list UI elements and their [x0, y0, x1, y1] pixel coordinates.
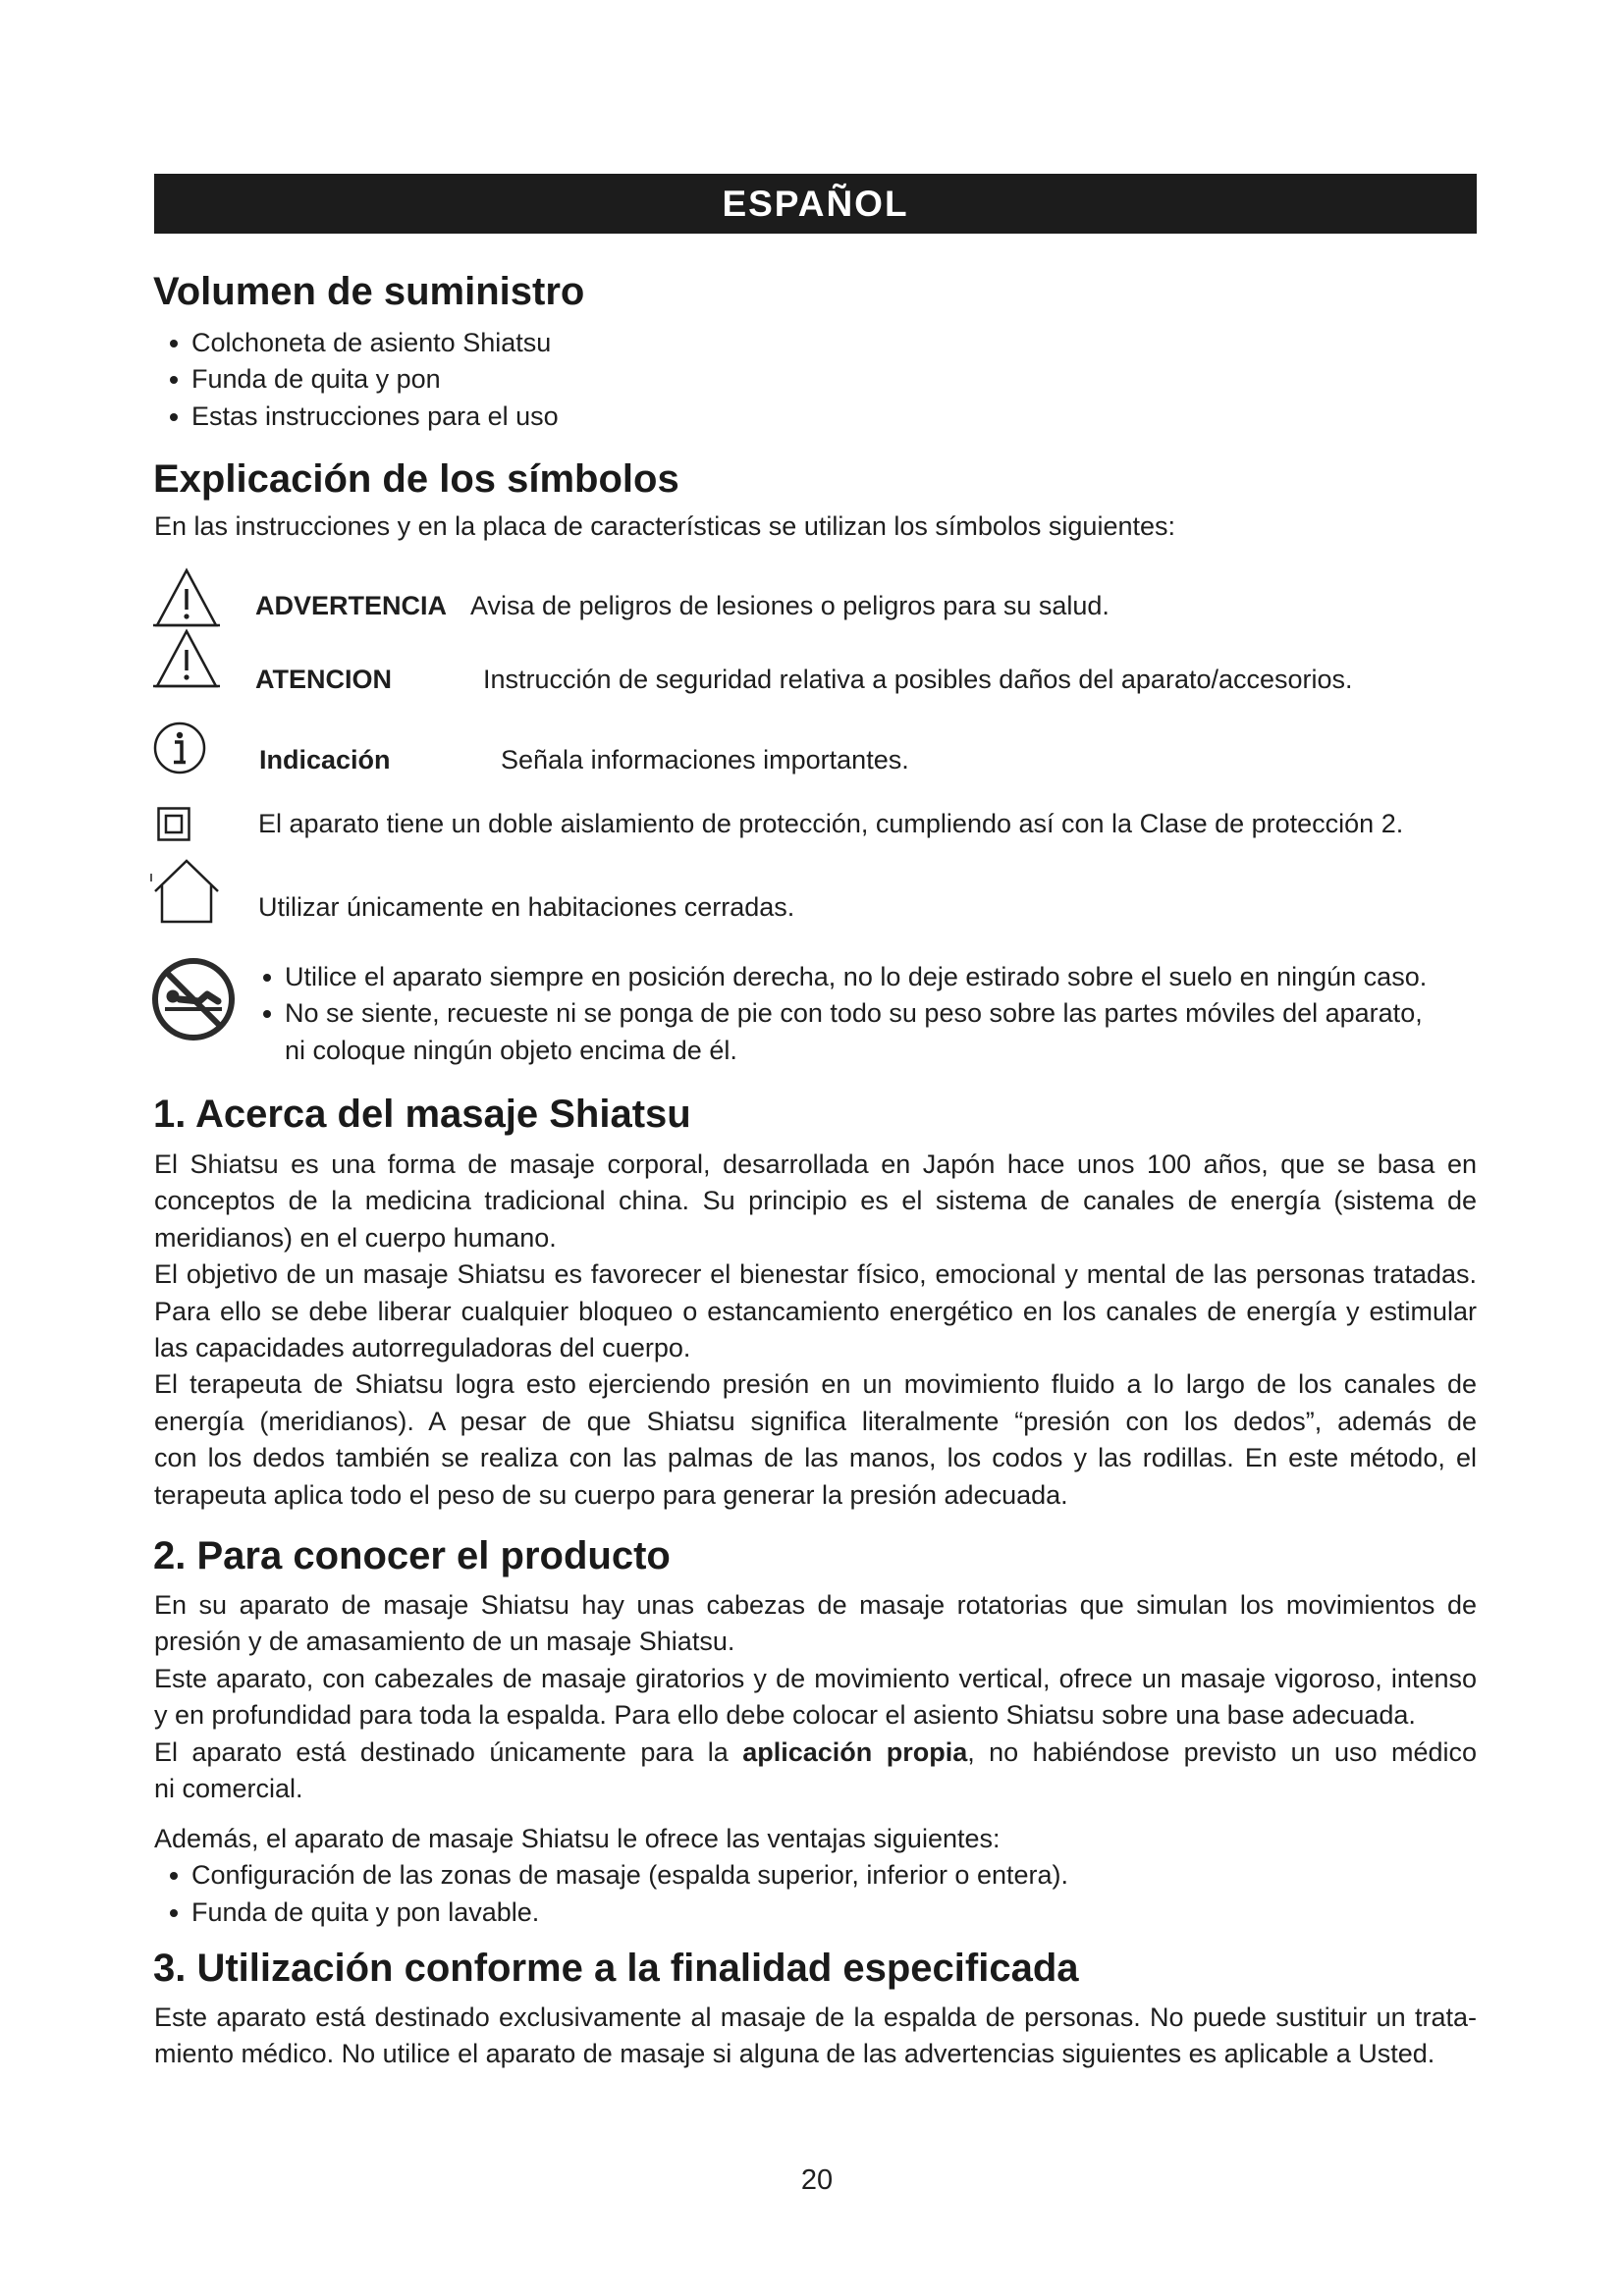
supply-heading: Volumen de suministro — [153, 270, 585, 313]
section1-body — [154, 1147, 1477, 1514]
list-item-text: Configuración de las zonas de masaje (espalda superior, inferior o entera). — [191, 1860, 1069, 1891]
language-title: ESPAÑOL — [722, 184, 909, 224]
list-item-text: Colchoneta de asiento Shiatsu — [191, 328, 552, 357]
section2-body — [154, 1587, 1477, 1807]
house-icon — [149, 852, 224, 927]
paragraph-line: ni comercial. — [154, 1774, 303, 1804]
list-item — [154, 1895, 1477, 1931]
intended-use-text: , no habiéndose previsto un uso médico — [967, 1736, 1477, 1767]
paragraph-line: Para ello se debe liberar cualquier bloqueo o estancamiento energético en los canales de energía y estimular — [154, 1296, 1477, 1326]
paragraph-line: miento médico. No utilice el aparato de masaje si alguna de las advertencias siguientes es aplicable a Usted. — [154, 2039, 1435, 2069]
symbols-heading: Explicación de los símbolos — [153, 457, 679, 501]
paragraph-line: las capacidades autorreguladoras del cuerpo. — [154, 1333, 691, 1363]
indoor-use-description: Utilizar únicamente en habitaciones cerradas. — [258, 892, 795, 922]
paragraph-line: El objetivo de un masaje Shiatsu es favorecer el bienestar físico, emocional y mental de las personas tratadas. — [154, 1259, 1477, 1290]
prohibition-list — [247, 959, 1477, 1069]
list-item-text: No se siente, recueste ni se ponga de pie con todo su peso sobre las partes móviles del aparato, — [285, 998, 1423, 1029]
protection-class-description: El aparato tiene un doble aislamiento de protección, cumpliendo así con la Clase de protección 2. — [258, 809, 1404, 838]
paragraph-line: presión y de amasamiento de un masaje Shiatsu. — [154, 1627, 735, 1657]
paragraph-line: y en profundidad para toda la espalda. Para ello debe colocar el asiento Shiatsu sobre una base adecuada. — [154, 1700, 1416, 1731]
section3-body — [154, 2000, 1477, 2073]
section2-heading: 2. Para conocer el producto — [153, 1534, 671, 1577]
caution-label: ATENCION — [255, 665, 392, 694]
intended-use-line — [154, 1735, 1477, 1771]
section2-advantages — [154, 1821, 1477, 1931]
list-item-text: Utilice el aparato siempre en posición derecha, no lo deje estirado sobre el suelo en ningún caso. — [285, 962, 1428, 991]
list-item — [154, 399, 1477, 435]
double-insulation-icon — [157, 807, 190, 841]
paragraph-line: Este aparato está destinado exclusivamente al masaje de la espalda de personas. No puede sustituir un trata- — [154, 2002, 1477, 2032]
symbols-intro-block — [154, 508, 1477, 545]
note-description: Señala informaciones importantes. — [501, 745, 909, 774]
warning-icon — [153, 565, 220, 632]
paragraph-line: terapeuta aplica todo el peso de su cuerpo para generar la presión adecuada. — [154, 1479, 1068, 1510]
caution-warning-icon — [153, 626, 220, 693]
language-bar — [154, 174, 1477, 234]
intended-use-emphasis: aplicación propia — [742, 1736, 968, 1767]
list-item — [154, 361, 1477, 398]
paragraph-line: Este aparato, con cabezales de masaje giratorios y de movimiento vertical, ofrece un masaje vigoroso, intenso — [154, 1663, 1477, 1693]
advantages-intro: Además, el aparato de masaje Shiatsu le ofrece las ventajas siguientes: — [154, 1824, 1001, 1853]
prohibition-icon — [150, 956, 237, 1042]
paragraph-line: con los dedos también se realiza con las palmas de las manos, los codos y las rodillas. En este método, el — [154, 1443, 1477, 1473]
paragraph-line: El Shiatsu es una forma de masaje corporal, desarrollada en Japón hace unos 100 años, que se basa en — [154, 1149, 1477, 1179]
list-item — [154, 1857, 1477, 1894]
list-item — [247, 995, 1477, 1069]
page-number: 20 — [800, 2164, 834, 2196]
list-item-text: Funda de quita y pon lavable. — [191, 1896, 540, 1927]
caution-description: Instrucción de seguridad relativa a posibles daños del aparato/accesorios. — [483, 665, 1353, 694]
paragraph-line: En su aparato de masaje Shiatsu hay unas cabezas de masaje rotatorias que simulan los movimientos de — [154, 1590, 1477, 1620]
symbols-intro: En las instrucciones y en la placa de características se utilizan los símbolos siguientes: — [154, 511, 1176, 541]
warning-description: Avisa de peligros de lesiones o peligros para su salud. — [470, 591, 1110, 620]
section1-heading: 1. Acerca del masaje Shiatsu — [153, 1093, 691, 1136]
intended-use-text: El aparato está destinado únicamente para la — [154, 1736, 743, 1767]
paragraph-line: conceptos de la medicina tradicional china. Su principio es el sistema de canales de energía (sistema de — [154, 1186, 1477, 1216]
supply-list — [154, 325, 1477, 435]
list-item — [247, 959, 1477, 995]
list-item-text: ni coloque ningún objeto encima de él. — [285, 1035, 737, 1065]
section3-heading: 3. Utilización conforme a la finalidad especificada — [153, 1947, 1079, 1990]
paragraph-line: meridianos) en el cuerpo humano. — [154, 1222, 557, 1253]
paragraph-line: energía (meridianos). A pesar de que Shiatsu significa literalmente “presión con los dedos”, además de — [154, 1406, 1477, 1436]
info-icon — [152, 721, 207, 775]
list-item-text: Funda de quita y pon — [191, 364, 441, 395]
list-item-text: Estas instrucciones para el uso — [191, 400, 559, 431]
list-item — [154, 325, 1477, 361]
warning-label: ADVERTENCIA — [255, 591, 448, 620]
paragraph-line: El terapeuta de Shiatsu logra esto ejerciendo presión en un movimiento fluido a lo largo de los canales de — [154, 1369, 1477, 1400]
note-label: Indicación — [259, 745, 391, 774]
